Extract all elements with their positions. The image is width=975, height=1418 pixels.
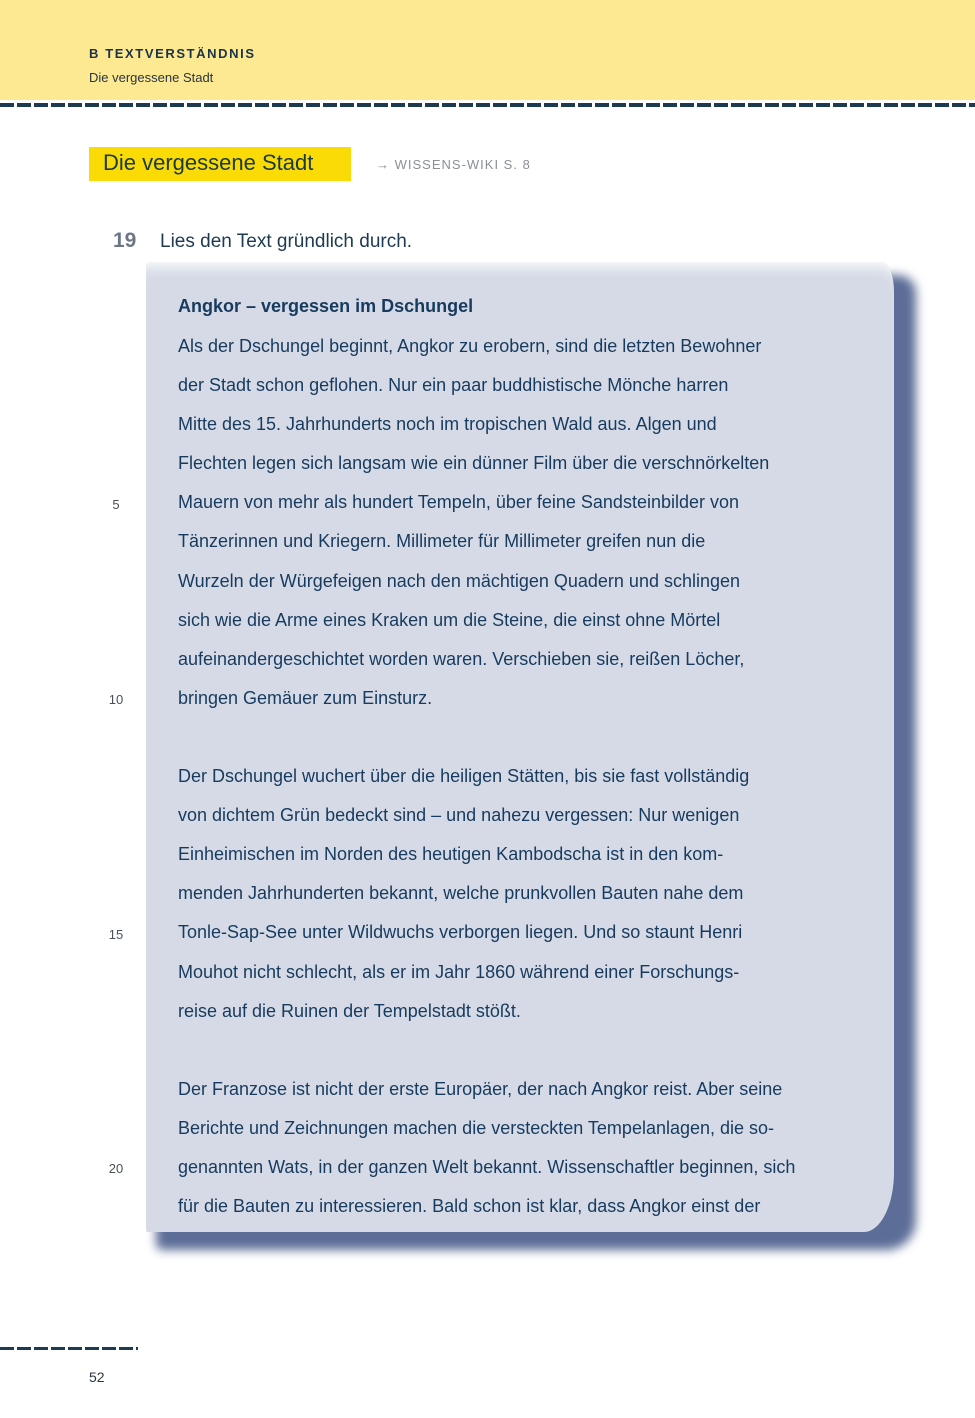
text-line: Einheimischen im Norden des heutigen Kambodscha ist in den kom- xyxy=(178,844,724,865)
text-line: Der Franzose ist nicht der erste Europäer, der nach Angkor reist. Aber seine xyxy=(178,1078,783,1099)
line-number-15: 15 xyxy=(108,927,124,942)
section-subtitle: Die vergessene Stadt xyxy=(89,70,214,85)
text-line: Berichte und Zeichnungen machen die versteckten Tempelanlagen, die so- xyxy=(178,1117,775,1138)
text-line: Als der Dschungel beginnt, Angkor zu erobern, sind die letzten Bewohner xyxy=(178,336,762,356)
article-body xyxy=(178,327,878,1226)
text-line: Flechten legen sich langsam wie ein dünner Film über die verschnörkelten xyxy=(178,453,770,474)
title-highlight xyxy=(89,147,351,181)
text-line: sich wie die Arme eines Kraken um die Steine, die einst ohne Mörtel xyxy=(178,609,721,630)
section-label: B TEXTVERSTÄNDNIS xyxy=(89,46,256,61)
paragraph-gap xyxy=(178,1031,878,1070)
text-line: menden Jahrhunderten bekannt, welche prunkvollen Bauten nahe dem xyxy=(178,883,744,904)
header-dashed-divider xyxy=(0,103,975,107)
line-number-10: 10 xyxy=(108,692,124,707)
text-line: für die Bauten zu interessieren. Bald schon ist klar, dass Angkor einst der xyxy=(178,1196,761,1217)
line-number-5: 5 xyxy=(112,497,120,512)
text-line: reise auf die Ruinen der Tempelstadt stößt. xyxy=(178,1000,521,1021)
text-line: Mouhot nicht schlecht, als er im Jahr 1860 während einer Forschungs- xyxy=(178,961,740,982)
text-line: Tänzerinnen und Kriegern. Millimeter für Millimeter greifen nun die xyxy=(178,531,706,552)
text-line: bringen Gemäuer zum Einsturz. xyxy=(178,687,433,708)
text-line: Tonle-Sap-See unter Wildwuchs verborgen liegen. Und so staunt Henri xyxy=(178,922,743,943)
task-instruction: Lies den Text gründlich durch. xyxy=(160,231,413,252)
page-title: Die vergessene Stadt xyxy=(103,150,314,175)
text-line: Der Dschungel wuchert über die heiligen Stätten, bis sie fast vollständig xyxy=(178,766,750,787)
text-line: der Stadt schon geflohen. Nur ein paar buddhistische Mönche harren xyxy=(178,375,729,396)
text-line: Wurzeln der Würgefeigen nach den mächtigen Quadern und schlingen xyxy=(178,570,741,591)
task-number: 19 xyxy=(113,229,137,252)
paragraph-gap xyxy=(178,718,878,757)
text-line: Mitte des 15. Jahrhunderts noch im tropischen Wald aus. Algen und xyxy=(178,414,717,435)
wissens-wiki-reference: → WISSENS-WIKI S. 8 xyxy=(376,157,531,172)
text-line: von dichtem Grün bedeckt sind – und nahezu vergessen: Nur wenigen xyxy=(178,805,740,826)
footer-dashed-divider xyxy=(0,1347,138,1350)
line-number-20: 20 xyxy=(108,1161,124,1176)
text-line: Mauern von mehr als hundert Tempeln, über feine Sandsteinbilder von xyxy=(178,492,740,513)
page-number: 52 xyxy=(89,1369,105,1385)
text-line: aufeinandergeschichtet worden waren. Verschieben sie, reißen Löcher, xyxy=(178,648,745,669)
article-heading: Angkor – vergessen im Dschungel xyxy=(178,296,474,316)
text-line: genannten Wats, in der ganzen Welt bekannt. Wissenschaftler beginnen, sich xyxy=(178,1156,796,1177)
